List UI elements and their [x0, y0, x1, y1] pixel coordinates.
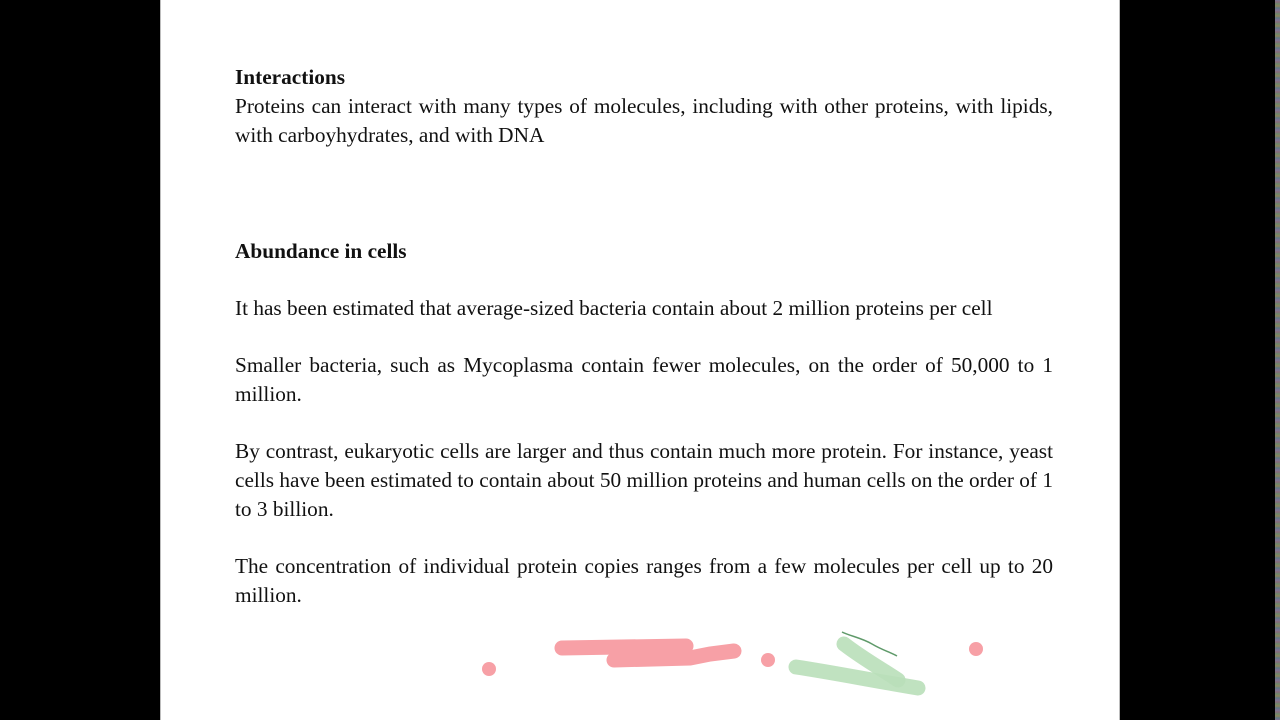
paragraph-mycoplasma: Smaller bacteria, such as Mycoplasma contain fewer molecules, on the order of 50,000 to 1 million. [235, 353, 1053, 406]
spacer [235, 266, 1053, 294]
document-page [160, 0, 1120, 720]
spacer [235, 524, 1053, 552]
paragraph-eukaryotic: By contrast, eukaryotic cells are larger and thus contain much more protein. For instance, yeast cells have been estimated to contain about 50 million proteins and human cells on the order of 1 to 3 billion. [235, 439, 1053, 521]
spacer [235, 409, 1053, 437]
paragraph-bacteria: It has been estimated that average-sized bacteria contain about 2 million proteins per cell [235, 296, 993, 320]
spacer [235, 150, 1053, 237]
section-heading-interactions: Interactions [235, 65, 346, 89]
section-heading-abundance: Abundance in cells [235, 239, 407, 263]
document-body [235, 63, 1053, 610]
edge-artifact [1275, 0, 1280, 720]
spacer [235, 323, 1053, 351]
paragraph-interactions: Proteins can interact with many types of molecules, including with other proteins, with lipids, with carboyhydrates, and with DNA [235, 94, 1053, 147]
paragraph-concentration: The concentration of individual protein copies ranges from a few molecules per cell up to 20 million. [235, 554, 1053, 607]
